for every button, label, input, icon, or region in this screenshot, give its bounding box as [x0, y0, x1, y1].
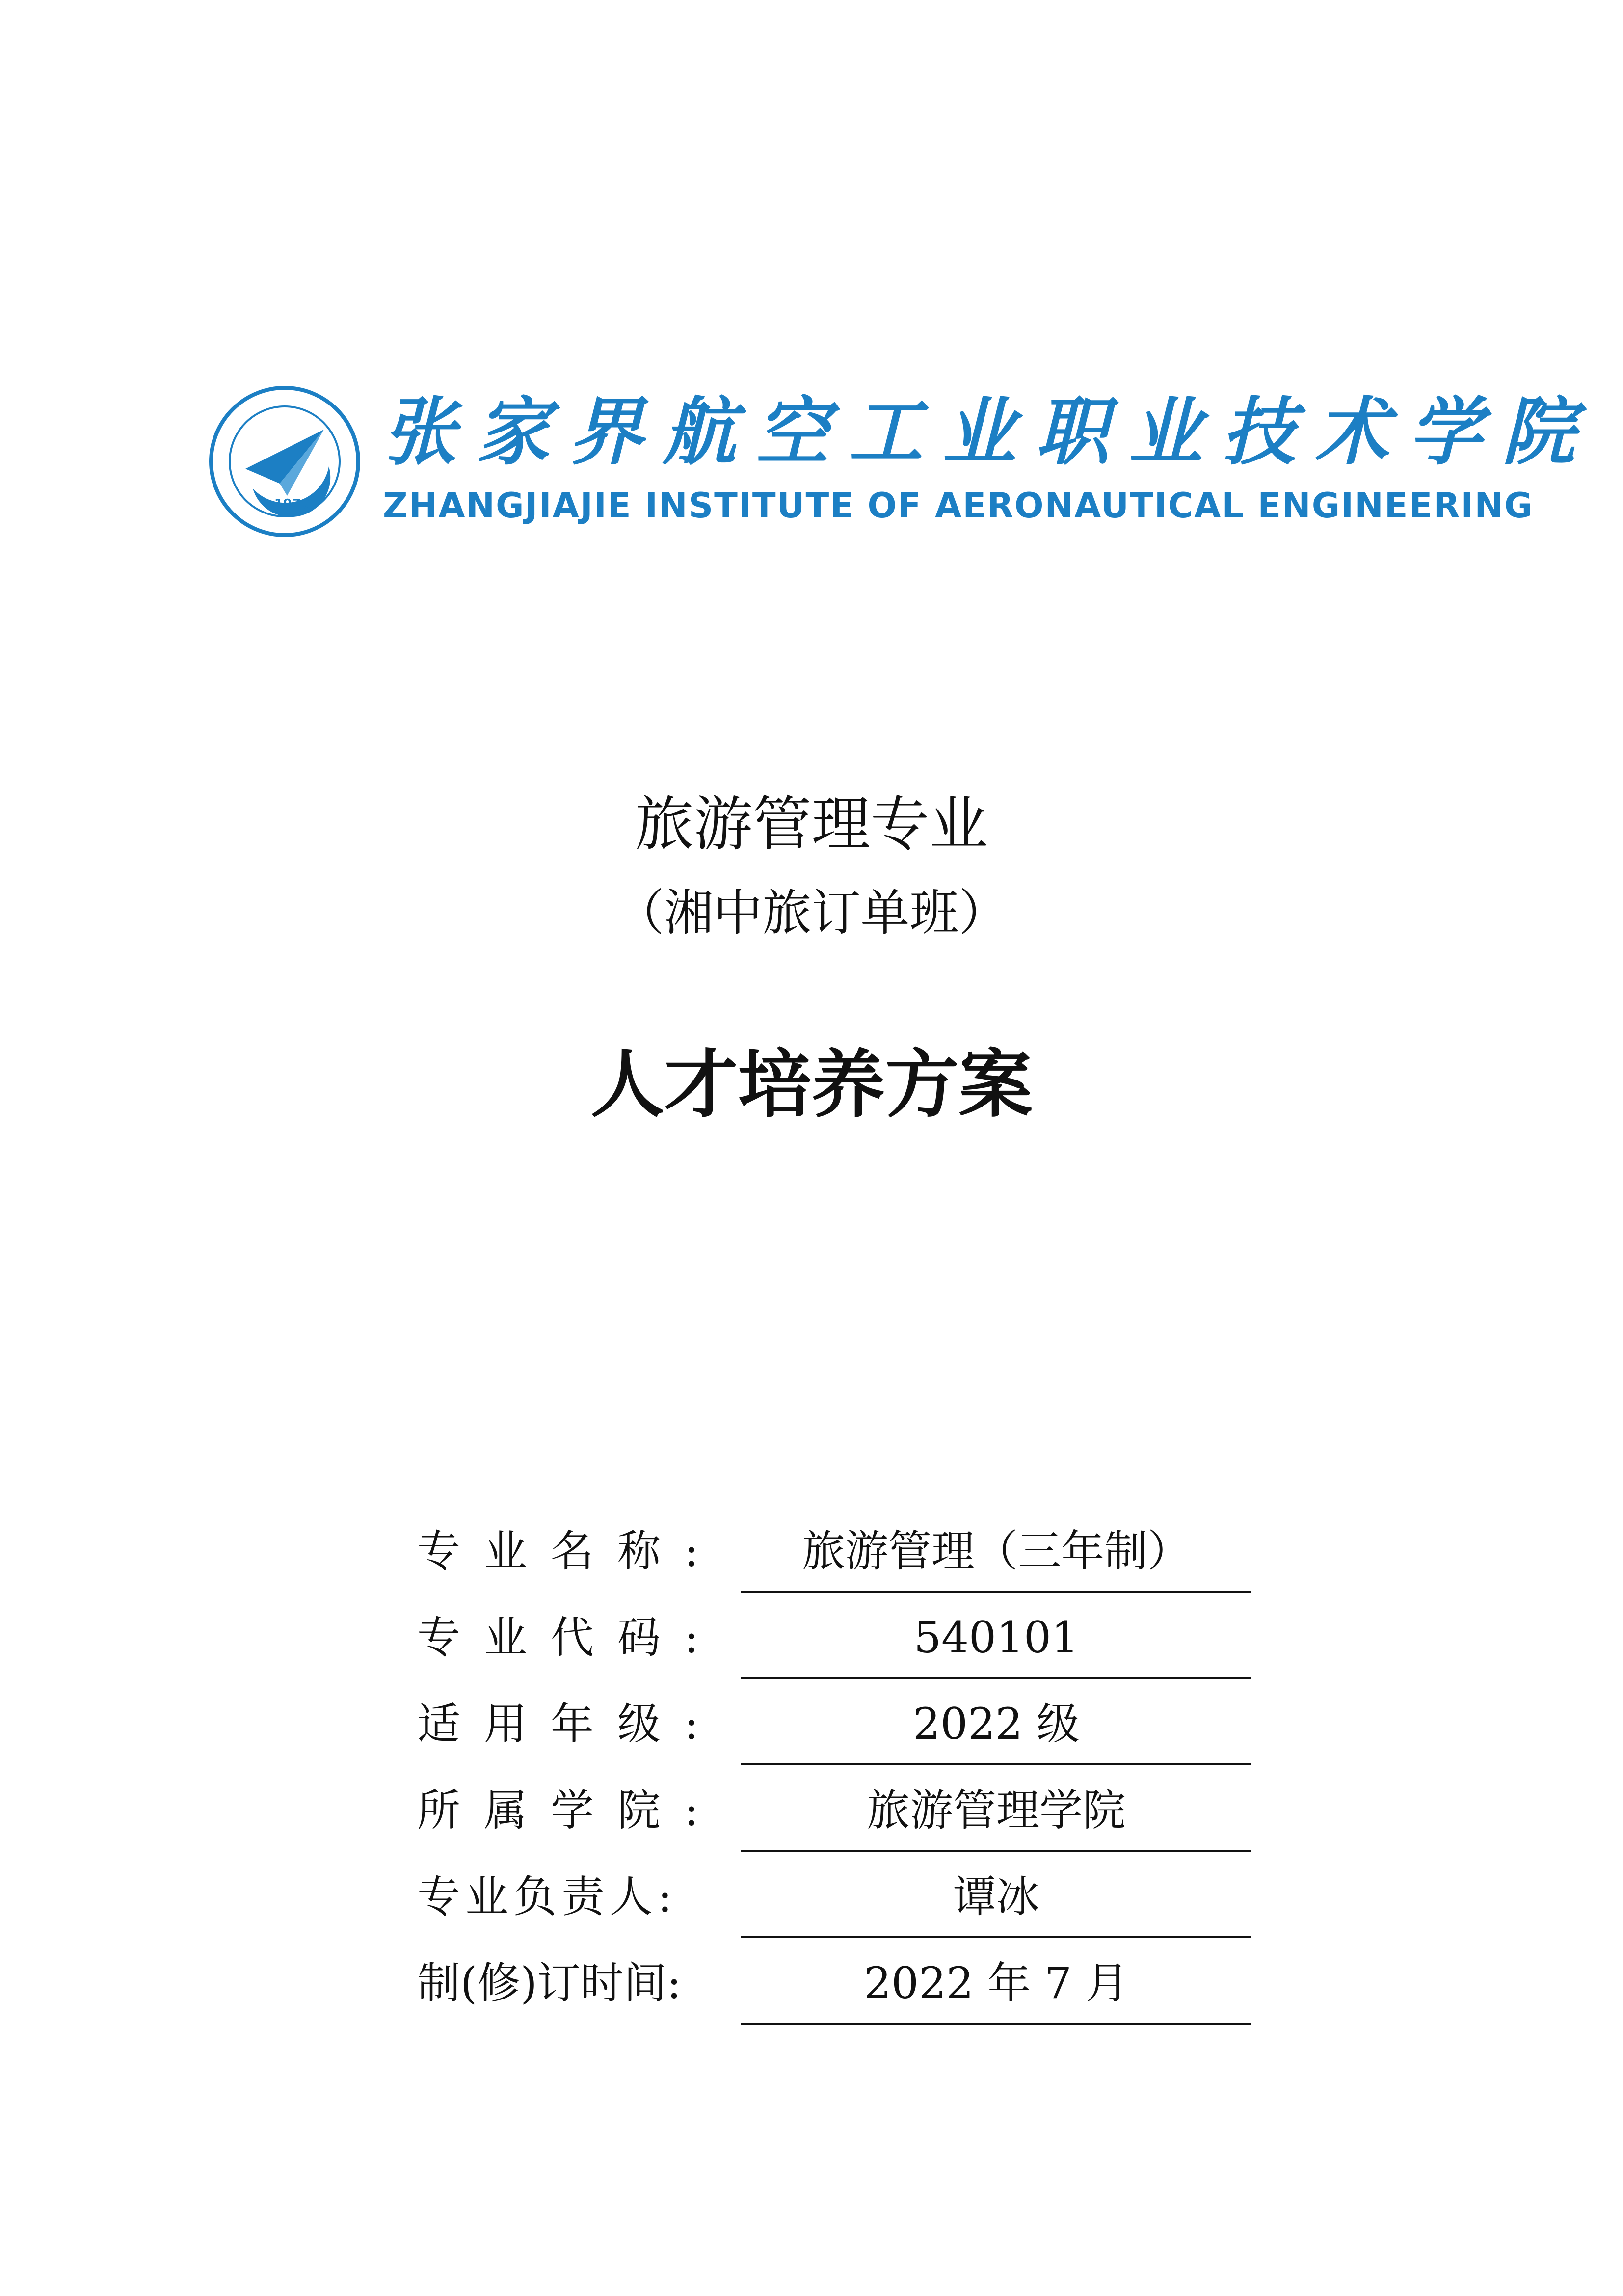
info-row-grade — [417, 1680, 1251, 1766]
college-seal-icon — [206, 383, 363, 540]
info-value: 旅游管理（三年制） — [801, 1526, 1191, 1576]
class-subtitle: （湘中旅订单班） — [615, 884, 1008, 942]
info-row-major-code — [417, 1594, 1251, 1680]
info-value: 2022 年 7 月 — [864, 1958, 1129, 2008]
college-name-en: ZHANGJIAJIE INSTITUTE OF AERONAUTICAL ENGINEERING — [383, 486, 1534, 526]
major-title: 旅游管理专业 — [635, 790, 988, 859]
underline — [741, 1677, 1251, 1679]
info-label: 专业代码: — [417, 1612, 722, 1663]
info-table — [417, 1507, 1251, 2026]
underline — [741, 2023, 1251, 2025]
info-label: 专业负责人: — [417, 1871, 677, 1922]
underline — [741, 1936, 1251, 1938]
info-label: 适用年级: — [417, 1699, 722, 1749]
info-value: 谭冰 — [953, 1871, 1039, 1922]
underline — [741, 1850, 1251, 1852]
info-row-major-name — [417, 1507, 1251, 1594]
info-label: 所属学院: — [417, 1785, 722, 1836]
info-value: 2022 级 — [913, 1699, 1080, 1749]
info-row-leader — [417, 1853, 1251, 1939]
college-name-cn: 张家界航空工业职业技术学院 — [383, 389, 1596, 475]
seal-year: 1979 — [274, 497, 310, 512]
info-row-school — [417, 1766, 1251, 1853]
college-logo — [206, 383, 1596, 540]
info-value: 旅游管理学院 — [866, 1785, 1126, 1836]
info-row-revision-date — [417, 1939, 1251, 2026]
underline — [741, 1763, 1251, 1765]
underline — [741, 1591, 1251, 1593]
plan-title: 人才培养方案 — [590, 1042, 1033, 1128]
info-label: 制(修)订时间: — [417, 1958, 682, 2008]
info-value: 540101 — [914, 1612, 1079, 1663]
info-label: 专业名称: — [417, 1526, 722, 1576]
